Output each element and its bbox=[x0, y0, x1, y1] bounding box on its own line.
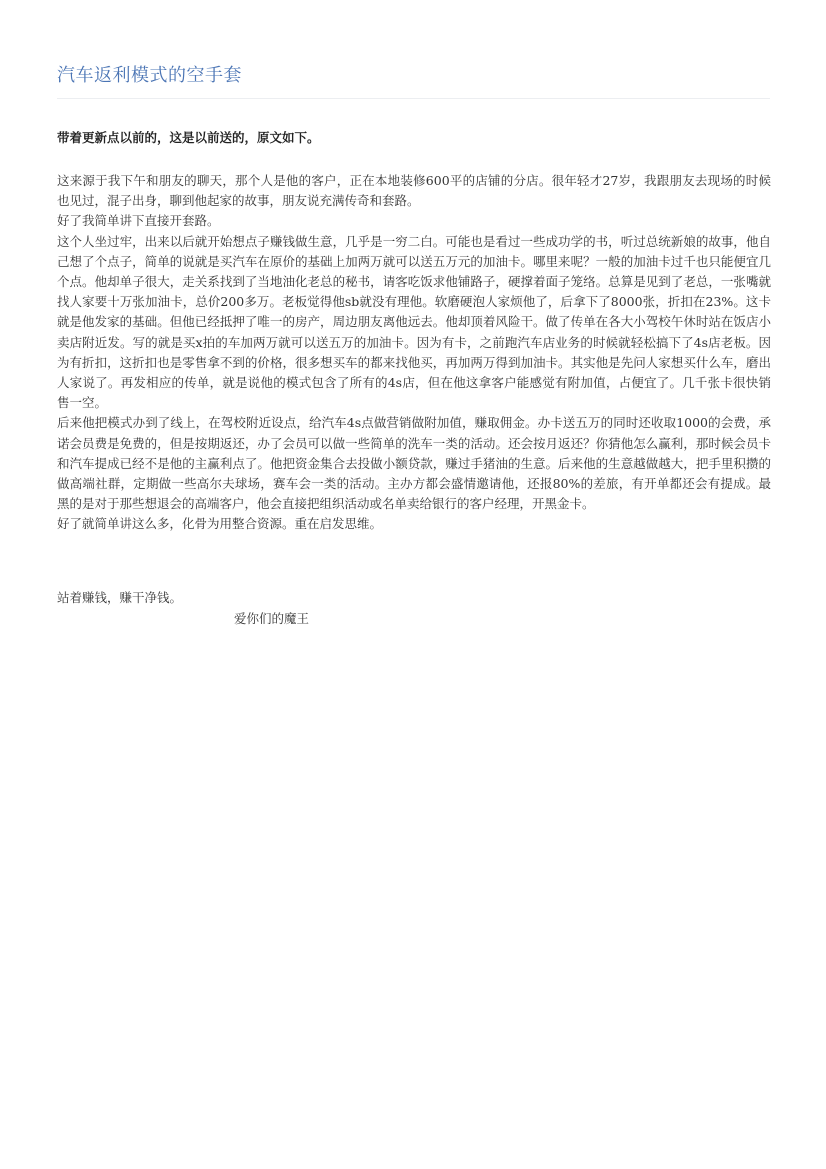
paragraph-online-model: 后来他把模式办到了线上，在驾校附近设点，给汽车4s点做营销做附加值，赚取佣金。办卡送五万的同时还收取1000的会费，承诺会员费是免费的，但是按期返还，办了会员可以做一些简单的洗车一类的活动。还会按月返还？你猜他怎么赢利，那时候会员卡和汽车提成已经不是他的主赢利点了。他把资金集合去投做小额贷款，赚过手猪油的生意。后来他的生意越做越大，把手里积攒的做高端社群，定期做一些高尔夫球场，赛车会一类的活动。主办方都会盛情邀请他，还报80%的差旅，有开单都还会有提成。最黑的是对于那些想退会的高端客户，他会直接把组织活动或名单卖给银行的客户经理，开黑金卡。 bbox=[57, 415, 771, 512]
signature: 爱你们的魔王 bbox=[234, 611, 310, 626]
paragraph-summary: 好了就简单讲这么多，化骨为用整合资源。重在启发思维。 bbox=[57, 516, 383, 532]
article-title: 汽车返利模式的空手套 bbox=[57, 65, 242, 86]
paragraph-transition: 好了我简单讲下直接开套路。 bbox=[57, 213, 220, 229]
paragraph-story: 这个人坐过牢，出来以后就开始想点子赚钱做生意，几乎是一穷二白。可能也是看过一些成功学的书，听过总统新娘的故事，他自己想了个点子，简单的说就是买汽车在原价的基础上加两万就可以送五万元的加油卡。哪里来呢？一般的加油卡过千也只能便宜几个点。他却单子很大，走关系找到了当地油化老总的秘书，请客吃饭求他铺路子，硬撑着面子笼络。总算是见到了老总，一张嘴就找人家要十万张加油卡，总价200多万。老板觉得他sb就没有理他。软磨硬泡人家烦他了，后拿下了8000张，折扣在23%。这卡就是他发家的基础。但他已经抵押了唯一的房产，周边朋友离他远去。他却顶着风险干。做了传单在各大小驾校午休时站在饭店小卖店附近发。写的就是买x拍的车加两万就可以送五万的加油卡。因为有卡，之前跑汽车店业务的时候就轻松搞下了4s店老板。因为有折扣，这折扣也是零售拿不到的价格，很多想买车的都来找他买，再加两万得到加油卡。其实他是先问人家想买什么车，磨出人家说了。再发相应的传单，就是说他的模式包含了所有的4s店，但在他这拿客户能感觉有附加值，占便宜了。几千张卡很快销售一空。 bbox=[57, 233, 771, 411]
article-body bbox=[57, 171, 771, 535]
paragraph-intro: 这来源于我下午和朋友的聊天，那个人是他的客户，正在本地装修600平的店铺的分店。很年轻才27岁，我跟朋友去现场的时候也见过，混子出身，聊到他起家的故事，朋友说充满传奇和套路。 bbox=[57, 173, 771, 209]
article-subtitle: 带着更新点以前的，这是以前送的，原文如下。 bbox=[57, 130, 320, 145]
title-divider bbox=[57, 98, 770, 99]
closing-line: 站着赚钱，赚干净钱。 bbox=[57, 590, 183, 605]
